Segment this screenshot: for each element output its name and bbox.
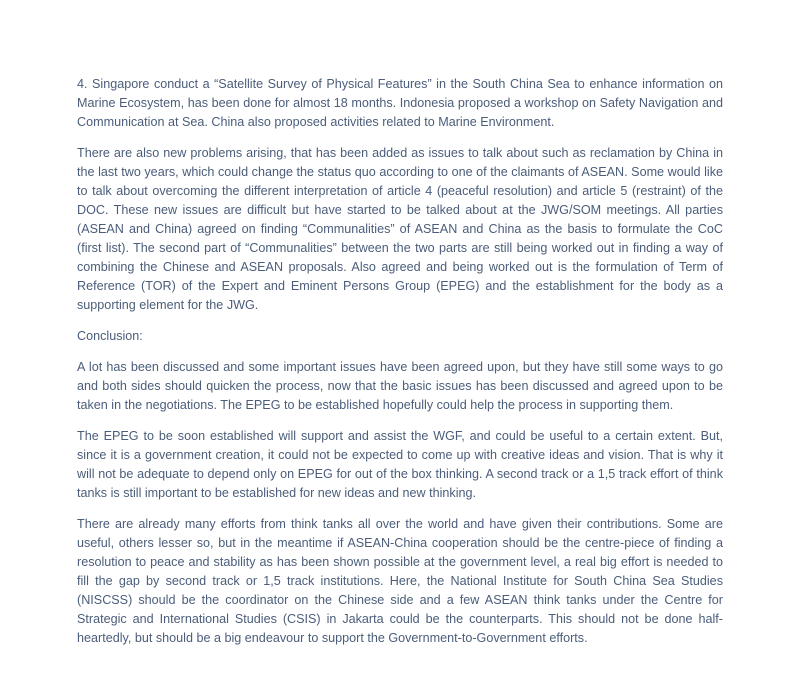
paragraph-conclusion-progress: A lot has been discussed and some important issues have been agreed upon, but they have still some ways to go and both sides should quicken the process, now that the basic issues has been discussed and agreed upon to be taken in the negotiations. The EPEG to be established hopefully could help the process in supporting them. [77, 360, 723, 412]
paragraph-new-problems: There are also new problems arising, that has been added as issues to talk about such as reclamation by China in the last two years, which could change the status quo according to one of the claimants of ASEAN. Some would like to talk about overcoming the different interpretation of article 4 (peaceful resolution) and article 5 (restraint) of the DOC. These new issues are difficult but have started to be talked about at the JWG/SOM meetings. All parties (ASEAN and China) agreed on finding “Communalities” of ASEAN and China as the basis to formulate the CoC (first list). The second part of “Communalities” between the two parts are still being worked out in finding a way of combining the Chinese and ASEAN proposals. Also agreed and being worked out is the formulation of Term of Reference (TOR) of the Expert and Eminent Persons Group (EPEG) and the establishment for the body as a supporting element for the JWG. [77, 146, 723, 312]
paragraph-satellite-survey: 4. Singapore conduct a “Satellite Survey of Physical Features” in the South China Sea to enhance information on Marine Ecosystem, has been done for almost 18 months. Indonesia proposed a workshop on Safety Navigation and Communication at Sea. China also proposed activities related to Marine Environment. [77, 77, 723, 129]
paragraph-think-tanks: There are already many efforts from think tanks all over the world and have given their contributions. Some are useful, others lesser so, but in the meantime if ASEAN-China cooperation should be the centre-piece of finding a resolution to peace and stability as has been shown possible at the government level, a real big effort is needed to fill the gap by second track or 1,5 track institutions. Here, the National Institute for South China Sea Studies (NISCSS) should be the coordinator on the Chinese side and a few ASEAN think tanks under the Centre for Strategic and International Studies (CSIS) in Jakarta could be the counterparts. This should not be done half-heartedly, but should be a big endeavour to support the Government-to-Government efforts. [77, 517, 723, 645]
paragraph-epeg: The EPEG to be soon established will support and assist the WGF, and could be useful to a certain extent. But, since it is a government creation, it could not be expected to come up with creative ideas and vision. That is why it will not be adequate to depend only on EPEG for out of the box thinking. A second track or a 1,5 track effort of think tanks is still important to be established for new ideas and new thinking. [77, 429, 723, 500]
document-page [77, 75, 723, 660]
conclusion-heading: Conclusion: [77, 329, 143, 343]
